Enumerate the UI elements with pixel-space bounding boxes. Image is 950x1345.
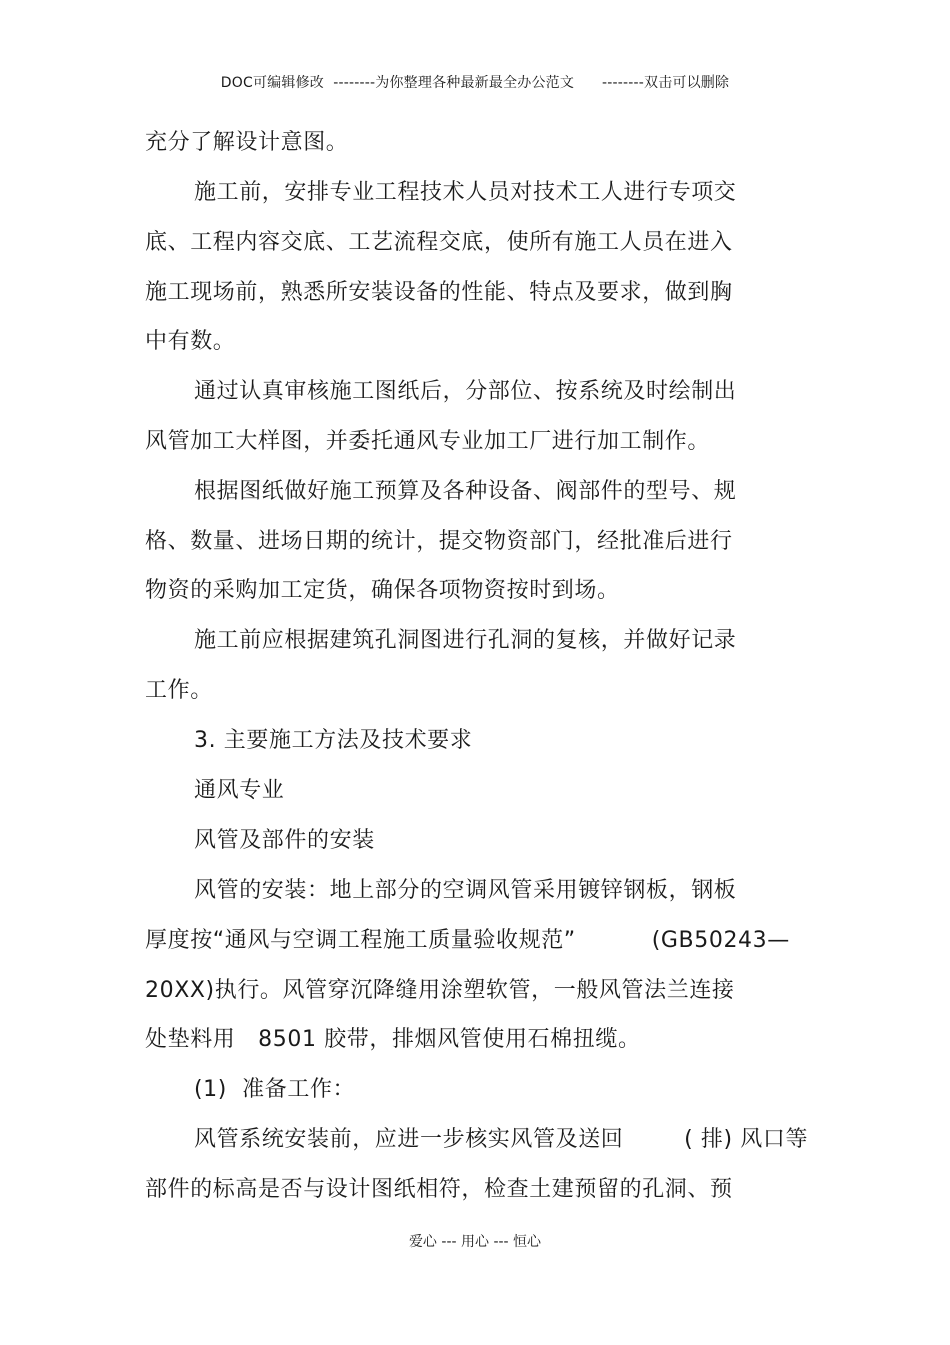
text-line: 风管加工大样图，并委托通风专业加工厂进行加工制作。 [145,429,711,454]
text-line: 施工前应根据建筑孔洞图进行孔洞的复核，并做好记录 [194,628,737,653]
text-line: 底、工程内容交底、工艺流程交底，使所有施工人员在进入 [145,230,733,255]
text-line: 风管的安装：地上部分的空调风管采用镀锌钢板，钢板 [194,878,737,903]
text-line: 充分了解设计意图。 [145,130,349,155]
text-line: 施工前，安排专业工程技术人员对技术工人进行专项交 [194,180,737,205]
subsection-heading: 风管及部件的安装 [194,828,375,853]
text-line: 厚度按“通风与空调工程施工质量验收规范” (GB50243— [145,928,790,953]
text-line: 20XX)执行。风管穿沉降缝用涂塑软管，一般风管法兰连接 [145,978,735,1003]
text-line: 处垫料用 8501 胶带，排烟风管使用石棉扭缆。 [145,1027,641,1052]
section-heading: 3. 主要施工方法及技术要求 [194,728,473,753]
subsection-heading: 通风专业 [194,778,285,803]
text-line: 物资的采购加工定货，确保各项物资按时到场。 [145,578,620,603]
list-item-heading: (1) 准备工作： [194,1077,356,1102]
page-header: DOC可编辑修改 --------为你整理各种最新最全办公范文 --------双击可以删除 [220,75,730,91]
text-line: 施工现场前，熟悉所安装设备的性能、特点及要求，做到胸 [145,280,733,305]
text-line: 工作。 [145,678,213,703]
text-line: 通过认真审核施工图纸后，分部位、按系统及时绘制出 [194,379,737,404]
text-line: 中有数。 [145,329,236,354]
text-line: 风管系统安装前，应进一步核实风管及送回 ( 排) 风口等 [194,1127,809,1152]
text-line: 根据图纸做好施工预算及各种设备、阀部件的型号、规 [194,479,737,504]
text-line: 格、数量、进场日期的统计，提交物资部门，经批准后进行 [145,529,733,554]
text-line: 部件的标高是否与设计图纸相符，检查土建预留的孔洞、预 [145,1177,733,1202]
page-footer: 爱心 --- 用心 --- 恒心 [408,1234,542,1250]
